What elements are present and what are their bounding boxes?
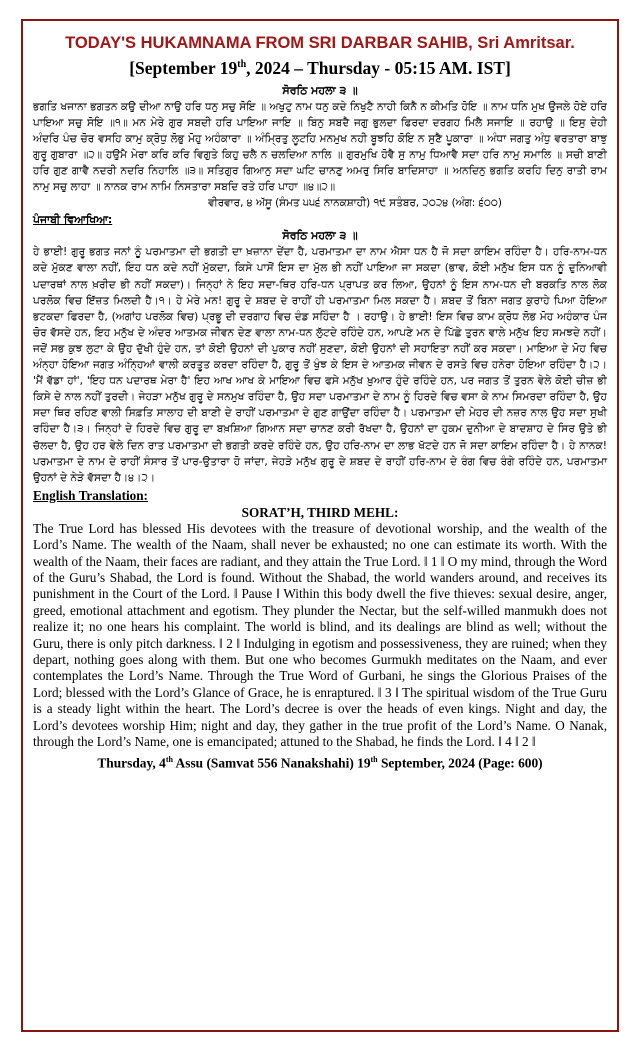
punjabi-date-line: ਵੀਰਵਾਰ, ੪ ਅੱਸੂ (ਸੰਮਤ ੫੫੬ ਨਾਨਕਸ਼ਾਹੀ) ੧੯ ਸਤੰਬਰ, ੨੦੨੪ (ਅੰਗ: ੬੦੦)	[208, 197, 502, 210]
english-section-heading: SORAT’H, THIRD MEHL:	[241, 504, 399, 520]
page-title: TODAY'S HUKAMNAMA FROM SRI DARBAR SAHIB, Sri Amritsar.	[65, 34, 575, 52]
english-section-label: English Translation:	[33, 487, 148, 503]
english-translation: The True Lord has blessed His devotees with the treasure of devotional worship, and the wealth of the Lord’s Name. The wealth of the Naam, shall never be exhausted; no one can estimate its worth. With the wealth of the Naam, their faces are radiant, and they attain the True Lord. ‖ 1 ‖ O my mind, through the Word of the Guru’s Shabad, the Lord is found. Without the Shabad, the world wanders around, and receives its punishment in the Court of the Lord. ‖ Pause ‖ Within this body dwell the five thieves: sexual desire, anger, greed, emotional attachment and egotism. They plunder the Nectar, but the self-willed manmukh does not realize it; no one hears his complaint. The world is blind, and its dealings are blind as well; without the Guru, there is only pitch darkness. ‖ 2 ‖ Indulging in egotism and possessiveness, they are ruined; when they depart, nothing goes along with them. But one who becomes Gurmukh meditates on the Naam, and ever contemplates the Lord’s Name. Through the True Word of Gurbani, he sings the Glorious Praises of the Lord; blessed with the Lord’s Glance of Grace, he is enraptured. ‖ 3 ‖ The spiritual wisdom of the True Guru is a steady light within the heart. The Lord’s decree is over the heads of even kings. Night and day, the Lord’s devotees worship Him; night and day, they gather in the true profit of the Lord’s Name. O Nanak, through the Lord’s Name, one is emancipated; attuned to the Shabad, he finds the Lord. ‖ 4 ‖ 2 ‖	[33, 520, 607, 750]
footer-date-line: Thursday, 4th Assu (Samvat 556 Nanakshahi) 19th September, 2024 (Page: 600)	[97, 755, 543, 771]
punjabi-section-heading: ਸੋਰਠਿ ਮਹਲਾ ੩ ॥	[282, 229, 358, 243]
punjabi-section-label: ਪੰਜਾਬੀ ਵਿਆਖਿਆ:	[33, 213, 113, 227]
punjabi-explanation: ਹੇ ਭਾਈ! ਗੁਰੂ ਭਗਤ ਜਨਾਂ ਨੂੰ ਪਰਮਾਤਮਾ ਦੀ ਭਗਤੀ ਦਾ ਖ਼ਜ਼ਾਨਾ ਦੇਂਦਾ ਹੈ, ਪਰਮਾਤਮਾ ਦਾ ਨਾਮ ਐਸਾ ਧਨ ਹੈ ਜੋ ਸਦਾ ਕਾਇਮ ਰਹਿੰਦਾ ਹੈ। ਹਰਿ-ਨਾਮ-ਧਨ ਕਦੇ ਮੁੱਕਣ ਵਾਲਾ ਨਹੀਂ, ਇਹ ਧਨ ਕਦੇ ਨਹੀਂ ਮੁੱਕਦਾ, ਕਿਸੇ ਪਾਸੋਂ ਇਸ ਦਾ ਮੁੱਲ ਭੀ ਨਹੀਂ ਪਾਇਆ ਜਾ ਸਕਦਾ (ਭਾਵ, ਕੋਈ ਮਨੁੱਖ ਇਸ ਧਨ ਨੂੰ ਦੁਨਿਆਵੀ ਪਦਾਰਥਾਂ ਨਾਲ ਖ਼ਰੀਦ ਭੀ ਨਹੀਂ ਸਕਦਾ)। ਜਿਨ੍ਹਾਂ ਨੇ ਇਹ ਸਦਾ-ਥਿਰ ਹਰਿ-ਧਨ ਪ੍ਰਾਪਤ ਕਰ ਲਿਆ, ਉਹਨਾਂ ਨੂੰ ਇਸ ਨਾਮ-ਧਨ ਦੀ ਬਰਕਤਿ ਨਾਲ ਲੋਕ ਪਰਲੋਕ ਵਿਚ ਇੱਜ਼ਤ ਮਿਲਦੀ ਹੈ।੧। ਹੇ ਮੇਰੇ ਮਨ! ਗੁਰੂ ਦੇ ਸ਼ਬਦ ਦੇ ਰਾਹੀਂ ਹੀ ਪਰਮਾਤਮਾ ਮਿਲ ਸਕਦਾ ਹੈ। ਸ਼ਬਦ ਤੋਂ ਬਿਨਾ ਜਗਤ ਕੁਰਾਹੇ ਪਿਆ ਹੋਇਆ ਭਟਕਦਾ ਫਿਰਦਾ ਹੈ, (ਅਗਾਂਹ ਪਰਲੋਕ ਵਿਚ) ਪ੍ਰਭੂ ਦੀ ਦਰਗਾਹ ਵਿਚ ਦੰਡ ਸਹਿੰਦਾ ਹੈ । ਰਹਾਉ। ਹੇ ਭਾਈ! ਇਸ ਵਿਚ ਕਾਮ ਕ੍ਰੋਧ ਲੋਭ ਮੋਹ ਅਹੰਕਾਰ ਪੰਜ ਚੋਰ ਵੱਸਦੇ ਹਨ, ਇਹ ਮਨੁੱਖ ਦੇ ਅੰਦਰ ਆਤਮਕ ਜੀਵਨ ਦੇਣ ਵਾਲਾ ਨਾਮ-ਧਨ ਲੁੱਟਦੇ ਰਹਿੰਦੇ ਹਨ, ਆਪਣੇ ਮਨ ਦੇ ਪਿੱਛੇ ਤੁਰਨ ਵਾਲੇ ਮਨੁੱਖ ਇਹ ਸਮਝਦੇ ਨਹੀਂ। ਜਦੋਂ ਸਭ ਕੁਝ ਲੁਟਾ ਕੇ ਉਹ ਦੁੱਖੀ ਹੁੰਦੇ ਹਨ, ਤਾਂ ਕੋਈ ਉਹਨਾਂ ਦੀ ਪੁਕਾਰ ਨਹੀਂ ਸੁਣਦਾ, ਕੋਈ ਉਹਨਾਂ ਦੀ ਸਹਾਇਤਾ ਨਹੀਂ ਕਰ ਸਕਦਾ। ਮਾਇਆ ਦੇ ਮੋਹ ਵਿਚ ਅੰਨ੍ਹਾ ਹੋਇਆ ਜਗਤ ਅੰਨ੍ਹਿਆਂ ਵਾਲੀ ਕਰਤੂਤ ਕਰਦਾ ਰਹਿੰਦਾ ਹੈ, ਗੁਰੂ ਤੋਂ ਖੁੰਝ ਕੇ ਇਸ ਦੇ ਆਤਮਕ ਜੀਵਨ ਦੇ ਰਸਤੇ ਵਿਚ ਹਨੇਰਾ ਹੋਇਆ ਰਹਿੰਦਾ ਹੈ।੨। 'ਮੈਂ ਵੱਡਾ ਹਾਂ', 'ਇਹ ਧਨ ਪਦਾਰਥ ਮੇਰਾ ਹੈ' ਇਹ ਆਖ ਆਖ ਕੇ ਮਾਇਆ ਵਿਚ ਫਸੇ ਮਨੁੱਖ ਖ਼ੁਆਰ ਹੁੰਦੇ ਰਹਿੰਦੇ ਹਨ, ਪਰ ਜਗਤ ਤੋਂ ਤੁਰਨ ਵੇਲੇ ਕੋਈ ਚੀਜ਼ ਭੀ ਕਿਸੇ ਦੇ ਨਾਲ ਨਹੀਂ ਤੁਰਦੀ। ਜੇਹੜਾ ਮਨੁੱਖ ਗੁਰੂ ਦੇ ਸਨਮੁਖ ਰਹਿੰਦਾ ਹੈ, ਉਹ ਸਦਾ ਪਰਮਾਤਮਾ ਦੇ ਨਾਮ ਨੂੰ ਹਿਰਦੇ ਵਿਚ ਵਸਾ ਕੇ ਨਾਮ ਸਿਮਰਦਾ ਰਹਿੰਦਾ ਹੈ, ਉਹ ਸਦਾ ਥਿਰ ਰਹਿਣ ਵਾਲੀ ਸਿਫ਼ਤਿ ਸਾਲਾਹ ਦੀ ਬਾਣੀ ਦੇ ਰਾਹੀਂ ਪਰਮਾਤਮਾ ਦੇ ਗੁਣ ਗਾਉਂਦਾ ਰਹਿੰਦਾ ਹੈ। ਪਰਮਾਤਮਾ ਦੀ ਮੇਹਰ ਦੀ ਨਜ਼ਰ ਨਾਲ ਉਹ ਸਦਾ ਸੁਖੀ ਰਹਿੰਦਾ ਹੈ।੩। ਜਿਨ੍ਹਾਂ ਦੇ ਹਿਰਦੇ ਵਿਚ ਗੁਰੂ ਦਾ ਬਖ਼ਸ਼ਿਆ ਗਿਆਨ ਸਦਾ ਚਾਨਣ ਕਰੀ ਰੱਖਦਾ ਹੈ, ਉਹਨਾਂ ਦਾ ਹੁਕਮ ਦੁਨੀਆ ਦੇ ਬਾਦਸ਼ਾਹ ਦੇ ਸਿਰ ਉਤੇ ਭੀ ਚੱਲਦਾ ਹੈ, ਉਹ ਹਰ ਵੇਲੇ ਦਿਨ ਰਾਤ ਪਰਮਾਤਮਾ ਦੀ ਭਗਤੀ ਕਰਦੇ ਰਹਿੰਦੇ ਹਨ, ਉਹ ਹਰਿ-ਨਾਮ ਦਾ ਲਾਭ ਖੱਟਦੇ ਹਨ ਜੋ ਸਦਾ ਕਾਇਮ ਰਹਿੰਦਾ ਹੈ। ਹੇ ਨਾਨਕ! ਪਰਮਾਤਮਾ ਦੇ ਨਾਮ ਦੇ ਰਾਹੀਂ ਸੰਸਾਰ ਤੋਂ ਪਾਰ-ਉਤਾਰਾ ਹੋ ਜਾਂਦਾ, ਜੇਹੜੇ ਮਨੁੱਖ ਗੁਰੂ ਦੇ ਸ਼ਬਦ ਦੇ ਰਾਹੀਂ ਹਰਿ-ਨਾਮ ਦੇ ਰੰਗ ਵਿਚ ਰੰਗੇ ਰਹਿੰਦੇ ਹਨ, ਪਰਮਾਤਮਾ ਉਹਨਾਂ ਦੇ ਨੇੜੇ ਵੱਸਦਾ ਹੈ।੪।੨।	[33, 246, 607, 484]
date-time-heading: [September 19th, 2024 – Thursday - 05:15 AM. IST]	[129, 57, 511, 78]
hukamnama-page	[21, 19, 619, 1032]
shabad-heading: ਸੋਰਠਿ ਮਹਲਾ ੩ ॥	[282, 83, 358, 97]
shabad-text: ਭਗਤਿ ਖਜਾਨਾ ਭਗਤਨ ਕਉ ਦੀਆ ਨਾਉ ਹਰਿ ਧਨੁ ਸਚੁ ਸੋਇ ॥ ਅਖੁਟੁ ਨਾਮ ਧਨੁ ਕਦੇ ਨਿਖੁਟੈ ਨਾਹੀ ਕਿਨੈ ਨ ਕੀਮਤਿ ਹੋਇ ॥ ਨਾਮ ਧਨਿ ਮੁਖ ਉਜਲੇ ਹੋਏ ਹਰਿ ਪਾਇਆ ਸਚੁ ਸੋਇ ॥੧॥ ਮਨ ਮੇਰੇ ਗੁਰ ਸਬਦੀ ਹਰਿ ਪਾਇਆ ਜਾਇ ॥ ਬਿਨੁ ਸਬਦੈ ਜਗੁ ਭੁਲਦਾ ਫਿਰਦਾ ਦਰਗਹ ਮਿਲੈ ਸਜਾਇ ॥ ਰਹਾਉ ॥ ਇਸੁ ਦੇਹੀ ਅੰਦਰਿ ਪੰਚ ਚੋਰ ਵਸਹਿ ਕਾਮੁ ਕ੍ਰੋਧੁ ਲੋਭੁ ਮੋਹੁ ਅਹੰਕਾਰਾ ॥ ਅੰਮ੍ਰਿਤੁ ਲੂਟਹਿ ਮਨਮੁਖ ਨਹੀ ਬੂਝਹਿ ਕੋਇ ਨ ਸੁਣੈ ਪੂਕਾਰਾ ॥ ਅੰਧਾ ਜਗਤੁ ਅੰਧੁ ਵਰਤਾਰਾ ਬਾਝੁ ਗੁਰੂ ਗੁਬਾਰਾ ॥੨॥ ਹਉਮੈ ਮੇਰਾ ਕਰਿ ਕਰਿ ਵਿਗੁਤੇ ਕਿਹੁ ਚਲੈ ਨ ਚਲਦਿਆ ਨਾਲਿ ॥ ਗੁਰਮੁਖਿ ਹੋਵੈ ਸੁ ਨਾਮੁ ਧਿਆਵੈ ਸਦਾ ਹਰਿ ਨਾਮੁ ਸਮਾਲਿ ॥ ਸਚੀ ਬਾਣੀ ਹਰਿ ਗੁਣ ਗਾਵੈ ਨਦਰੀ ਨਦਰਿ ਨਿਹਾਲਿ ॥੩॥ ਸਤਿਗੁਰ ਗਿਆਨੁ ਸਦਾ ਘਟਿ ਚਾਨਣੁ ਅਮਰੁ ਸਿਰਿ ਬਾਦਿਸਾਹਾ ॥ ਅਨਦਿਨੁ ਭਗਤਿ ਕਰਹਿ ਦਿਨੁ ਰਾਤੀ ਰਾਮ ਨਾਮੁ ਸਚੁ ਲਾਹਾ ॥ ਨਾਨਕ ਰਾਮ ਨਾਮਿ ਨਿਸਤਾਰਾ ਸਬਦਿ ਰਤੇ ਹਰਿ ਪਾਹਾ ॥੪॥੨॥	[33, 100, 607, 194]
